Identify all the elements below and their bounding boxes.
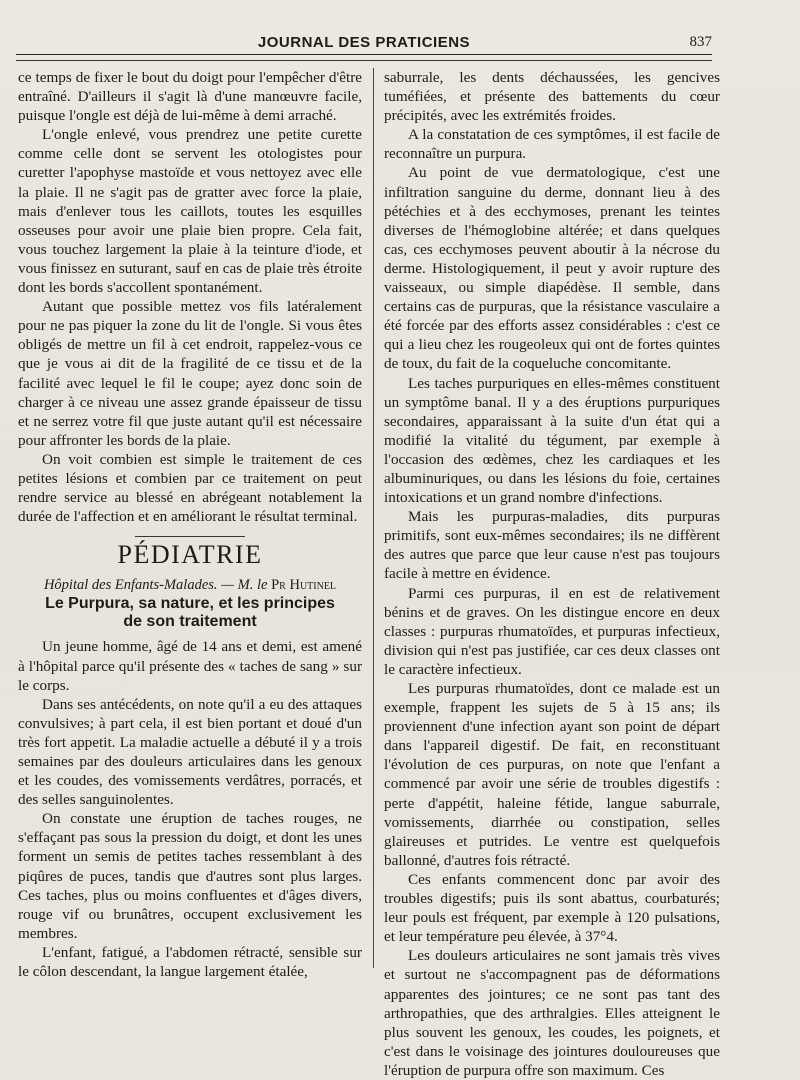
paragraph: Autant que possible mettez vos fils latéralement pour ne pas piquer la zone du lit de l'ongle. Si vous êtes obligés de mettre un fil à cet endroit, rappelez-vous ce que je vous ai dit de la fragilité de ce tissu et de la facilité avec lequel le fil le coupe; ayez donc soin de charger à ce niveau une assez grande épaisseur de tissu et ne serrez votre fil que juste autant qu'il est nécessaire pour affronter les bords de la plaie. xyxy=(18,298,362,449)
header-rule xyxy=(16,60,712,61)
right-column xyxy=(384,68,720,1080)
section-rule xyxy=(135,536,245,537)
paragraph: Les taches purpuriques en elles-mêmes constituent un symptôme banal. Il y a des éruptions purpuriques secondaires, apparaissant à la suite d'un état qui a modifié la vitalité du tégument, par exemple à l'occasion des œdèmes, chez les cardiaques et les albuminuriques, ou dans les lésions du foie, certaines intoxications et un grand nombre d'infections. xyxy=(384,374,720,507)
paragraph: Ces enfants commencent donc par avoir des troubles digestifs; puis ils sont abattus, courbaturés; leur pouls est fréquent, par exemple à 120 pulsations, et leur température peu élevée, à 37°4. xyxy=(384,870,720,946)
article-title-line: Le Purpura, sa nature, et les principes xyxy=(45,595,335,613)
source-hospital: Hôpital des Enfants-Malades. — M. le xyxy=(43,577,268,594)
paragraph: Dans ses antécédents, on note qu'il a eu des attaques convulsives; à part cela, il est bien portant et doué d'un très fort appetit. La maladie actuelle a débuté il y a trois semaines par des douleurs articulaires dans les genoux et les coudes, des vomissements verdâtres, porracés, et des selles sanguinolentes. xyxy=(18,695,362,809)
paragraph: L'ongle enlevé, vous prendrez une petite curette comme celle dont se servent les otologistes pour curetter l'apophyse mastoïde et vous nettoyez avec elle la plaie. Il ne s'agit pas de gratter avec force la plaie, mais d'enlever tous les caillots, toutes les esquilles osseuses pour avoir une plaie bien propre. Cela fait, vous touchez largement la plaie à la teinture d'iode, et vous finissez en suturant, sauf en cas de plaie très étroite dont les bords s'accollent spontanément. xyxy=(18,126,362,297)
paragraph: On voit combien est simple le traitement de ces petites lésions et combien par ce traitement on peut rendre service au blessé en abrégeant notablement la durée de l'affection et en améliorant le résultat terminal. xyxy=(18,450,362,526)
paragraph: Les purpuras rhumatoïdes, dont ce malade est un exemple, frappent les sujets de 5 à 15 ans; ils proviennent d'une infection ayant son point de départ dans l'appareil digestif. De fait, en reconstituant l'évolution de ces purpuras, on note que l'enfant a commencé par avoir une série de troubles digestifs : perte d'appétit, haleine fétide, langue saburrale, vomissements, diarrhée ou constipation, selles glaireuses et putrides. Le ventre est quelquefois ballonné, d'autres fois rétracté. xyxy=(384,680,720,869)
article-title-line: de son traitement xyxy=(123,613,257,631)
paragraph: Au point de vue dermatologique, c'est une infiltration sanguine du derme, donnant lieu à des pétéchies et à des ecchymoses, prenant les teintes diverses de l'hémoglobine altérée; et dans quelques cas, ces ecchymoses peuvent aboutir à la nécrose du derme. Histologiquement, il peut y avoir rupture des vaisseaux, ou simple diapédèse. Il semble, dans certains cas de purpuras, que la résistance vasculaire a été forcée par des efforts assez considérables : c'est ce qui a lieu chez les rougeoleux qui ont de fortes quintes de toux, du fait de la coqueluche concomitante. xyxy=(384,164,720,373)
column-divider xyxy=(373,68,374,968)
paragraph: Un jeune homme, âgé de 14 ans et demi, est amené à l'hôpital parce qu'il présente des « taches de sang » sur le corps. xyxy=(18,638,362,694)
article-source xyxy=(18,576,362,595)
article-title xyxy=(18,595,362,631)
section-title: PÉDIATRIE xyxy=(117,540,263,570)
paragraph: A la constatation de ces symptômes, il est facile de reconnaître un purpura. xyxy=(384,126,720,163)
paragraph: saburrale, les dents déchaussées, les gencives tuméfiées, et présente des battements du cœur précipités, avec les extrémités froides. xyxy=(384,69,720,125)
paragraph: Parmi ces purpuras, il en est de relativement bénins et de graves. On les distingue encore en deux classes : purpuras rhumatoïdes, et purpuras infectieux, division qui n'est pas justifiée, car ces deux classes ont le caractère infectieux. xyxy=(384,584,720,678)
running-header xyxy=(16,32,712,55)
paragraph: ce temps de fixer le bout du doigt pour l'empêcher d'être entraîné. D'ailleurs il s'agit là d'une manœuvre facile, puisque l'ongle est déjà de lui-même à demi arraché. xyxy=(18,69,362,125)
source-professor: Pr Hutinel xyxy=(271,577,337,594)
paragraph: Les douleurs articulaires ne sont jamais très vives et surtout ne s'accompagnent pas de déformations apparentes des jointures; ce ne sont pas tant des arthropathies, que des arthralgies. Elles atteignent le plus souvent les genoux, les coudes, les poignets, et c'est dans le voisinage des jointures douloureuses que l'éruption de purpura offre son maximum. Ces xyxy=(384,947,720,1079)
paragraph: On constate une éruption de taches rouges, ne s'effaçant pas sous la pression du doigt, et dont les unes forment un semis de petites taches ressemblant à des piqûres de puces, tandis que d'autres sont plus larges. Ces taches, plus ou moins confluentes et d'âges divers, rouge vif ou brunâtres, occupent exclusivement les membres. xyxy=(18,810,362,942)
left-column xyxy=(18,68,362,981)
journal-title: JOURNAL DES PRATICIENS xyxy=(257,34,471,51)
paragraph: L'enfant, fatigué, a l'abdomen rétracté, sensible sur le côlon descendant, la langue largement étalée, xyxy=(18,943,362,981)
page-number: 837 xyxy=(689,34,712,50)
paragraph: Mais les purpuras-maladies, dits purpuras primitifs, sont eux-mêmes secondaires; ils ne diffèrent des autres que parce que leur cause n'est pas toujours facile à mettre en évidence. xyxy=(384,508,720,583)
